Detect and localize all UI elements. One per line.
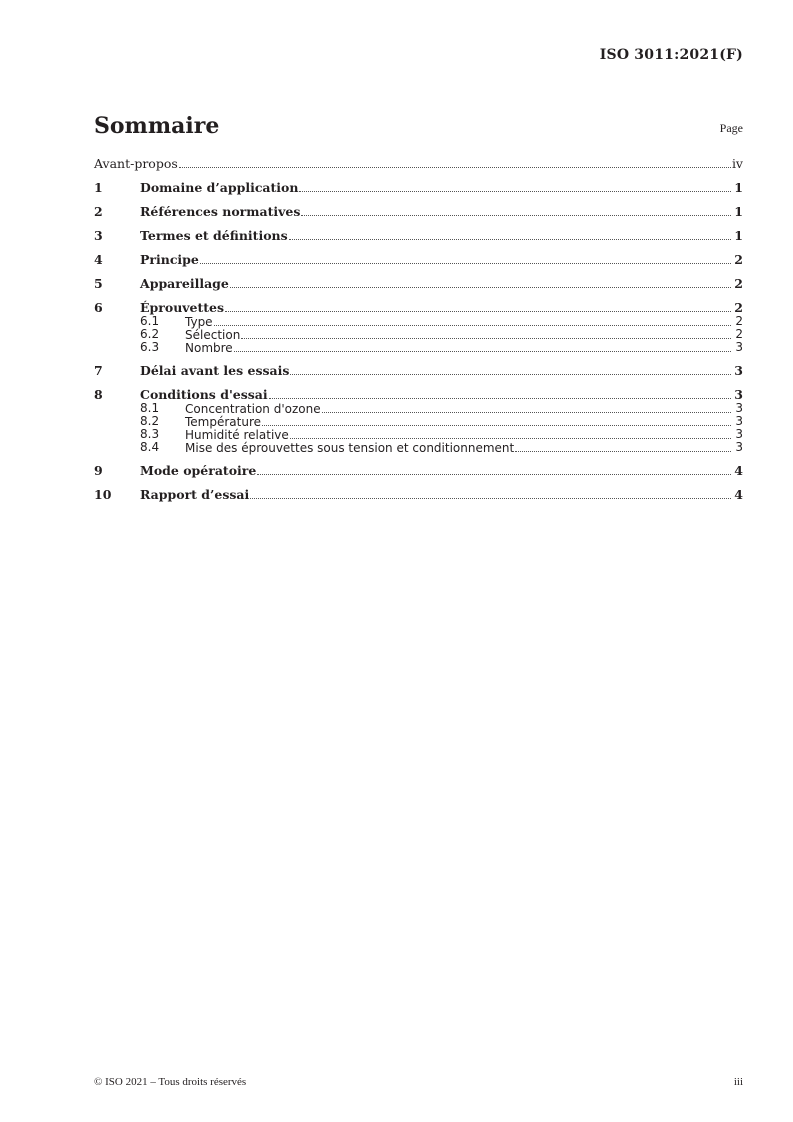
toc-entry-number: 1 [94,180,103,195]
toc-entry-number: 8.2 [140,414,160,428]
toc-entry-leader [185,315,731,329]
toc-subentry[interactable] [94,341,743,354]
dot-leader [289,229,731,240]
toc-entry-label: Références normatives [140,204,301,219]
toc-entry-leader [140,253,731,267]
toc-entry-page: 3 [735,401,743,415]
toc-title: Sommaire [94,113,220,139]
toc-entry-number: 6.3 [140,340,160,354]
toc-title-row [94,113,743,139]
toc-entry-label: Domaine d’application [140,180,299,195]
toc-subentry[interactable] [94,402,743,415]
toc-entry-number: 4 [94,252,103,267]
table-of-contents [94,157,743,502]
toc-entry-leader [140,388,731,402]
dot-leader [241,328,731,339]
toc-entry-label: Type [185,315,213,329]
toc-entry-page: 2 [734,252,743,267]
toc-entry-page: 1 [734,228,743,243]
toc-entry-label: Humidité relative [185,428,289,442]
toc-subentry[interactable] [94,328,743,341]
toc-entry-label: Mise des éprouvettes sous tension et conditionnement [185,441,515,455]
toc-entry-label: Conditions d'essai [140,387,268,402]
dot-leader [299,181,731,192]
dot-leader [234,341,731,352]
toc-entry-leader [185,428,731,442]
toc-entry-label: Délai avant les essais [140,363,290,378]
toc-entry[interactable] [94,277,743,291]
toc-entry[interactable] [94,488,743,502]
dot-leader [225,301,731,312]
document-id: ISO 3011:2021(F) [599,47,743,63]
toc-entry[interactable] [94,181,743,195]
toc-entry-leader [185,328,731,342]
toc-entry-number: 6.1 [140,314,160,328]
toc-entry-label: Termes et définitions [140,228,288,243]
toc-entry-number: 8 [94,387,103,402]
dot-leader [257,464,731,475]
toc-entry-leader [185,415,731,429]
page-column-label: Page [719,121,743,135]
toc-entry-page: 2 [735,314,743,328]
toc-entry-number: 5 [94,276,103,291]
toc-entry-page: 3 [735,440,743,454]
toc-entry-leader [94,157,731,171]
toc-subentry[interactable] [94,441,743,454]
footer-page-number: iii [733,1076,743,1088]
toc-entry-page: iv [731,156,743,171]
dot-leader [179,157,731,168]
toc-entry-label: Avant-propos [94,156,178,171]
toc-entry-number: 8.4 [140,440,160,454]
toc-entry-page: 2 [735,327,743,341]
toc-entry-page: 2 [734,300,743,315]
toc-entry-leader [140,301,731,315]
toc-entry-number: 6 [94,300,103,315]
toc-entry-leader [140,364,731,378]
dot-leader [230,277,731,288]
dot-leader [200,253,731,264]
toc-entry-page: 1 [734,204,743,219]
toc-entry-page: 4 [734,463,743,478]
toc-entry-leader [185,402,731,416]
toc-entry-page: 3 [734,387,743,402]
toc-entry-page: 3 [735,414,743,428]
dot-leader [262,415,731,426]
toc-entry[interactable] [94,229,743,243]
toc-entry[interactable] [94,157,743,171]
toc-entry-label: Rapport d’essai [140,487,250,502]
toc-entry-page: 3 [735,427,743,441]
toc-entry-label: Nombre [185,341,233,355]
toc-entry-number: 2 [94,204,103,219]
dot-leader [250,488,731,499]
toc-entry-number: 3 [94,228,103,243]
toc-subentry[interactable] [94,315,743,328]
toc-entry-number: 9 [94,463,103,478]
dot-leader [515,441,731,452]
dot-leader [214,315,731,326]
toc-entry-leader [185,441,731,455]
toc-entry-label: Mode opératoire [140,463,257,478]
toc-entry[interactable] [94,205,743,219]
toc-entry-page: 4 [734,487,743,502]
toc-entry[interactable] [94,364,743,378]
dot-leader [290,428,731,439]
toc-entry-page: 2 [734,276,743,291]
toc-entry[interactable] [94,388,743,402]
toc-entry-number: 8.3 [140,427,160,441]
toc-entry-label: Appareillage [140,276,229,291]
dot-leader [322,402,731,413]
toc-entry-leader [140,229,731,243]
dot-leader [301,205,731,216]
toc-entry[interactable] [94,253,743,267]
toc-entry-label: Sélection [185,328,241,342]
toc-entry-leader [140,488,731,502]
toc-entry-number: 10 [94,487,112,502]
toc-subentry[interactable] [94,415,743,428]
toc-entry[interactable] [94,301,743,315]
footer-copyright: © ISO 2021 – Tous droits réservés [94,1076,247,1088]
toc-entry-number: 8.1 [140,401,160,415]
toc-subentry[interactable] [94,428,743,441]
toc-entry-page: 3 [734,363,743,378]
toc-entry-page: 3 [735,340,743,354]
toc-entry[interactable] [94,464,743,478]
toc-entry-number: 7 [94,363,103,378]
dot-leader [269,388,731,399]
toc-entry-leader [140,181,731,195]
toc-entry-page: 1 [734,180,743,195]
toc-entry-label: Éprouvettes [140,300,225,315]
toc-entry-number: 6.2 [140,327,160,341]
dot-leader [290,364,731,375]
toc-entry-leader [140,277,731,291]
toc-entry-leader [140,464,731,478]
toc-entry-leader [140,205,731,219]
toc-entry-label: Concentration d'ozone [185,402,321,416]
toc-entry-label: Principe [140,252,199,267]
toc-entry-leader [185,341,731,355]
toc-entry-label: Température [185,415,262,429]
